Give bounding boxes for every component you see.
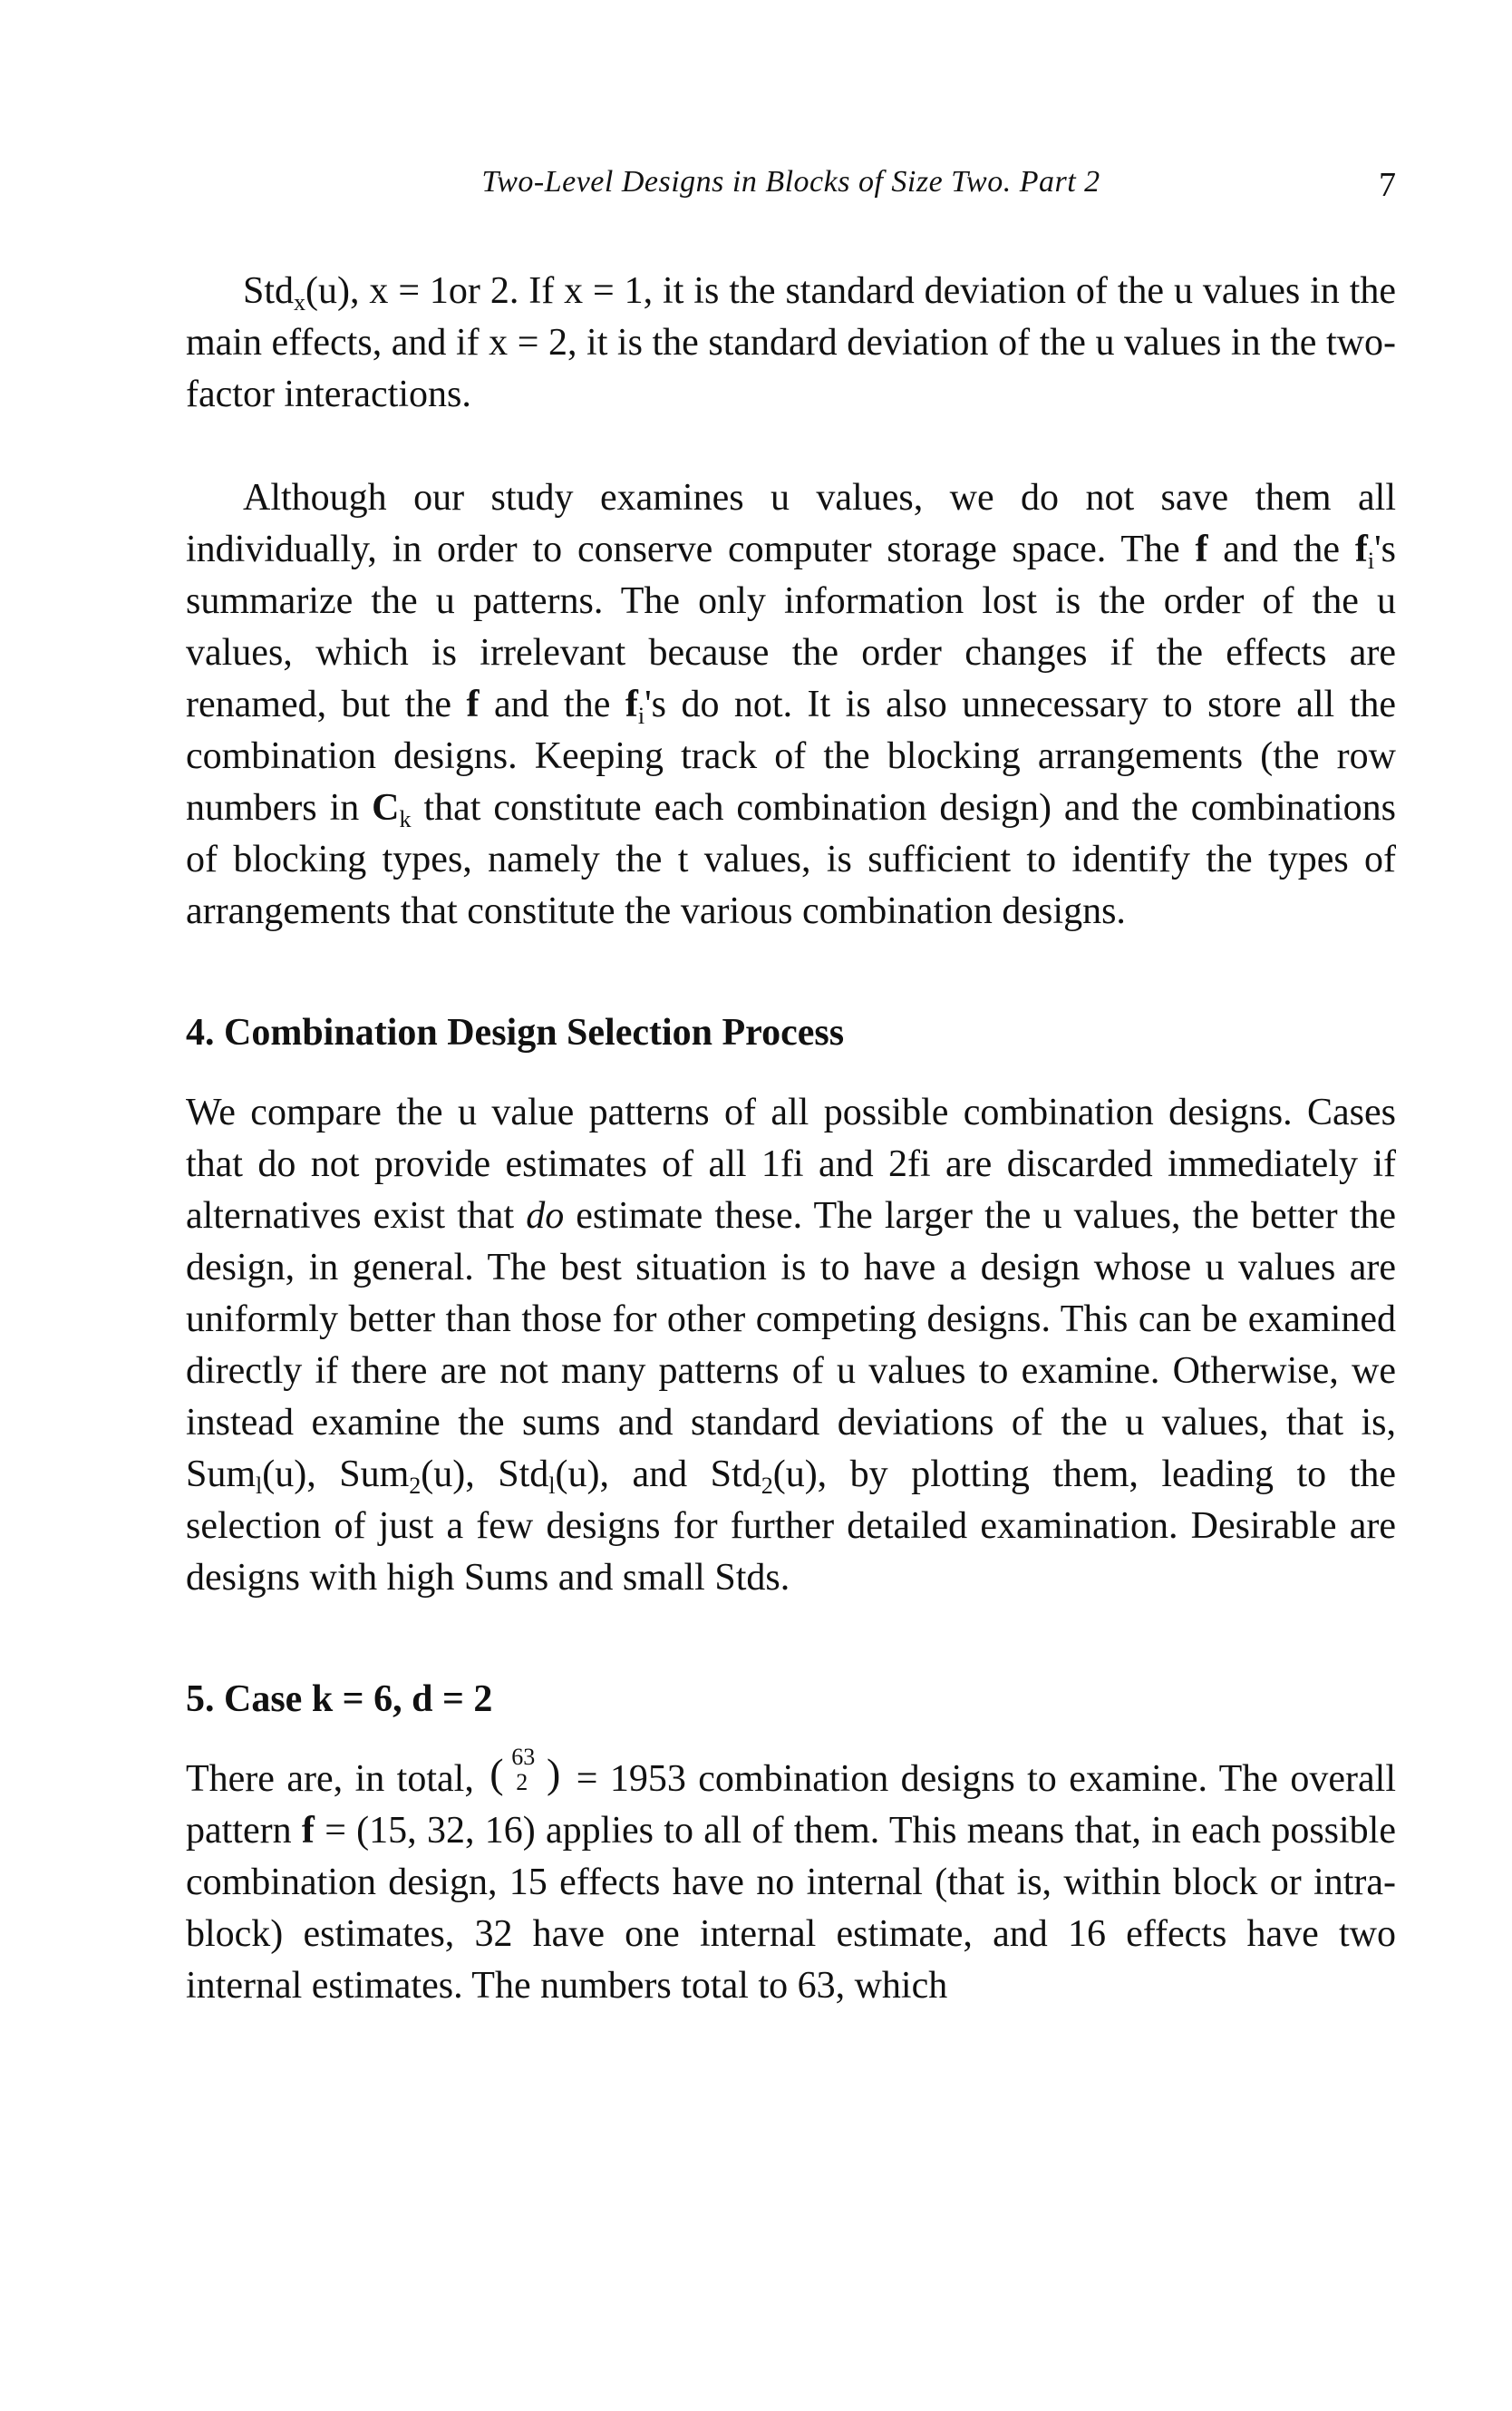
running-head bbox=[186, 165, 1396, 210]
text-span: Std bbox=[243, 270, 295, 312]
subscript: k bbox=[399, 806, 412, 832]
binomial-open-paren: ( bbox=[489, 1750, 504, 1796]
text-span: (u), by plotting them, leading to the selection of just a few designs for further detailed examination. Desirable are designs with high Sums and small Stds. bbox=[186, 1453, 1396, 1599]
symbol-f: f bbox=[301, 1810, 315, 1852]
symbol-f: f bbox=[1354, 529, 1368, 570]
subscript: l bbox=[256, 1473, 263, 1499]
binomial-coefficient bbox=[486, 1744, 564, 1796]
subscript: i bbox=[637, 703, 645, 729]
text-span: that constitute each combination design) and the combinations of blocking types, namely the t values, is sufficient to identify the types of arrangements that constitute the various combination designs. bbox=[186, 787, 1396, 932]
subscript: 2 bbox=[761, 1473, 773, 1499]
subscript: l bbox=[548, 1473, 556, 1499]
symbol-f: f bbox=[466, 684, 480, 725]
binomial-close-paren: ) bbox=[546, 1750, 561, 1796]
paragraph-std-definition bbox=[186, 266, 1396, 421]
text-span: estimate these. The larger the u values, the better the design, in general. The best situation is to have a design whose u values are uniformly better than those for other competing designs. This can be examined directly if there are not many patterns of u values to examine. Otherwise, we instead examine the sums and standard deviations of the u values, that is, Sum bbox=[186, 1195, 1396, 1495]
body-text bbox=[186, 266, 1396, 2012]
paragraph-case-k6-d2 bbox=[186, 1744, 1396, 2012]
symbol-f: f bbox=[625, 684, 638, 725]
paragraph-selection-process bbox=[186, 1087, 1396, 1604]
binomial-bottom: 2 bbox=[516, 1769, 528, 1795]
text-span: = 1953 combination designs to examine. The overall pattern bbox=[186, 1758, 1396, 1852]
subscript: i bbox=[1367, 548, 1375, 574]
emphasis: do bbox=[526, 1195, 565, 1237]
running-title: Two-Level Designs in Blocks of Size Two. Part 2 bbox=[481, 165, 1100, 199]
text-span: and the bbox=[1207, 529, 1355, 570]
section-heading-4: 4. Combination Design Selection Process bbox=[186, 1012, 845, 1054]
text-span: (u), and Std bbox=[555, 1453, 761, 1495]
page-number: 7 bbox=[1379, 166, 1396, 204]
text-span: (u), x = 1or 2. If x = 1, it is the standard deviation of the u values in the main effects, and if x = 2, it is the standard deviation of the u values in the two-factor interactions. bbox=[186, 270, 1396, 415]
text-span: We compare the u value patterns of all possible combination designs. Cases that do not provide estimates of all 1fi and 2fi are discarded immediately if alternatives exist that bbox=[186, 1092, 1396, 1237]
text-span: Although our study examines u values, we do not save them all individually, in order to conserve computer storage space. The bbox=[186, 477, 1396, 570]
subscript: x bbox=[294, 289, 306, 316]
text-span: There are, in total, bbox=[186, 1758, 487, 1800]
text-span: 's summarize the u patterns. The only information lost is the order of the u values, which is irrelevant because the order changes if the effects are renamed, but the bbox=[186, 529, 1397, 725]
text-span: (u), Std bbox=[421, 1453, 549, 1495]
text-span: = (15, 32, 16) applies to all of them. This means that, in each possible combination design, 15 effects have no internal (that is, within block or intra-block) estimates, 32 have one internal estimate, and 16 effects have two internal estimates. The numbers total to 63, which bbox=[186, 1810, 1396, 2007]
section-heading-5: 5. Case k = 6, d = 2 bbox=[186, 1678, 493, 1720]
binomial-top: 63 bbox=[511, 1744, 536, 1770]
text-span: 's do not. It is also unnecessary to store all the combination designs. Keeping track of the blocking arrangements (the row numbers in bbox=[186, 684, 1396, 829]
symbol-f: f bbox=[1195, 529, 1208, 570]
text-span: (u), Sum bbox=[262, 1453, 410, 1495]
subscript: 2 bbox=[409, 1473, 422, 1499]
symbol-c: C bbox=[372, 787, 400, 829]
text-span: and the bbox=[479, 684, 625, 725]
paragraph-storage bbox=[186, 472, 1396, 938]
